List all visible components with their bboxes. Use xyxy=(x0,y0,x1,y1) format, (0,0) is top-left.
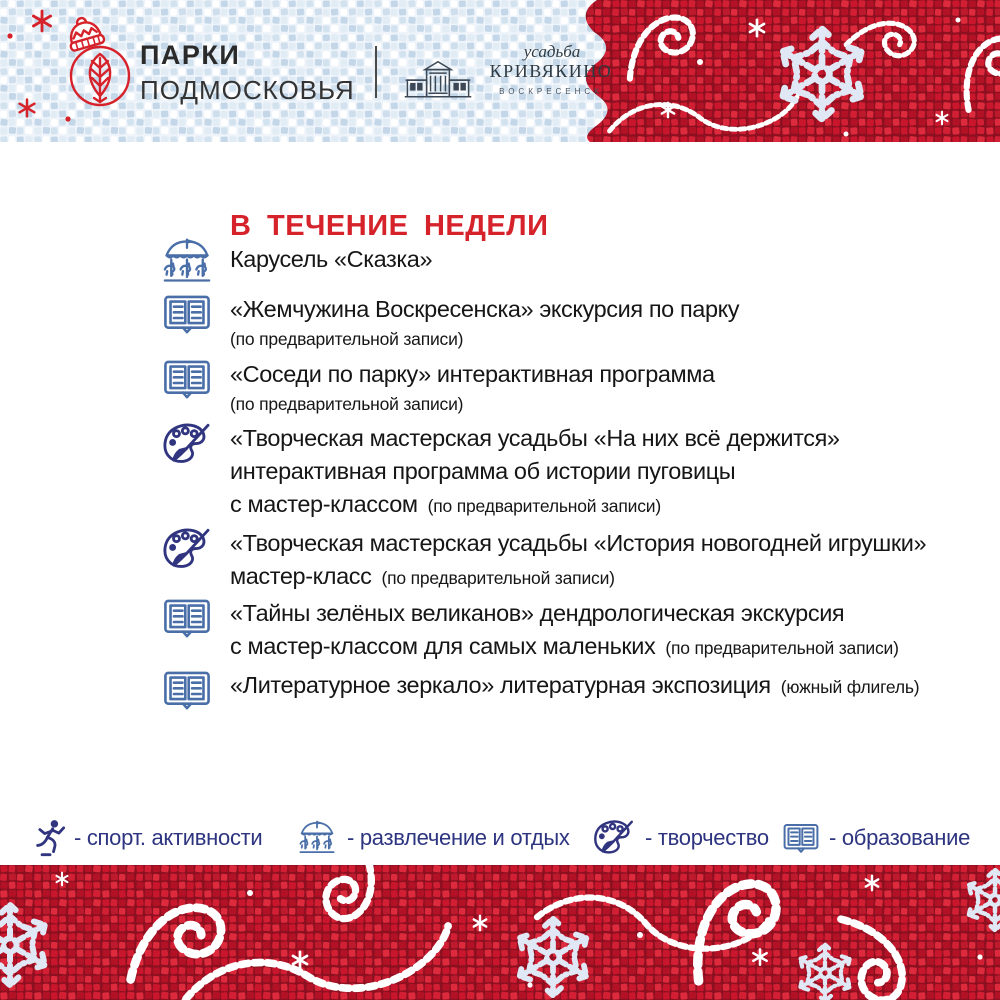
event-title: мастер-класс xyxy=(230,563,372,589)
estate-script-label: усадьба xyxy=(523,42,581,61)
event-row xyxy=(158,358,715,419)
event-title: «Творческая мастерская усадьбы «История новогодней игрушки» xyxy=(230,530,927,556)
event-text xyxy=(230,527,926,593)
event-line xyxy=(230,422,840,455)
event-line xyxy=(230,391,715,419)
footer-band xyxy=(0,865,1000,1000)
event-note: (южный флигель) xyxy=(780,677,920,697)
legend-item-carousel xyxy=(296,814,570,862)
event-line xyxy=(230,358,715,391)
book-icon xyxy=(158,358,216,401)
event-title: «Литературное зеркало» литературная экспозиция xyxy=(230,672,771,698)
event-text xyxy=(230,243,432,276)
legend xyxy=(0,814,1000,862)
header-band xyxy=(0,0,1000,142)
runner-icon xyxy=(35,819,65,856)
event-line xyxy=(230,597,899,630)
event-note: (по предварительной записи) xyxy=(230,329,464,349)
event-line xyxy=(230,326,739,354)
book-icon xyxy=(158,293,216,336)
logo-divider xyxy=(375,46,377,98)
palette-icon xyxy=(158,527,216,571)
event-row xyxy=(158,597,899,663)
event-row xyxy=(158,293,739,354)
legend-label: - спорт. активности xyxy=(74,825,263,850)
estate-city-label: ВОСКРЕСЕНСК xyxy=(499,87,603,96)
event-line xyxy=(230,560,926,593)
event-row xyxy=(158,669,919,712)
estate-building-icon xyxy=(403,58,473,104)
brand-parki: ПАРКИ xyxy=(140,40,241,70)
book-icon xyxy=(158,669,216,712)
legend-label: - развлечение и отдых xyxy=(347,825,570,850)
event-text xyxy=(230,597,899,663)
parki-podmoskovya-logo xyxy=(56,16,140,112)
legend-item-runner xyxy=(35,814,262,862)
palette-icon xyxy=(158,422,216,466)
event-title: с мастер-классом xyxy=(230,491,418,517)
brand-podmoskovya: ПОДМОСКОВЬЯ xyxy=(140,75,355,105)
event-title: интерактивная программа об истории пуговицы xyxy=(230,458,736,484)
event-line xyxy=(230,527,926,560)
palette-icon xyxy=(592,819,636,856)
carousel-icon xyxy=(296,818,338,858)
event-title: «Жемчужина Воскресенска» экскурсия по парку xyxy=(230,296,740,322)
event-title: «Тайны зелёных великанов» дендрологическая экскурсия xyxy=(230,600,845,626)
event-row xyxy=(158,243,432,289)
event-text xyxy=(230,293,739,354)
book-icon xyxy=(158,597,216,640)
brand-text xyxy=(140,40,355,106)
legend-item-palette xyxy=(592,814,769,862)
event-line xyxy=(230,243,432,276)
event-line xyxy=(230,630,899,663)
estate-name-label: КРИВЯКИНО xyxy=(489,61,613,81)
event-title: «Соседи по парку» интерактивная программа xyxy=(230,361,715,387)
footer-mosaic-background xyxy=(0,865,1000,1000)
event-text xyxy=(230,358,715,419)
event-title: «Творческая мастерская усадьбы «На них всё держится» xyxy=(230,425,840,451)
event-note: (по предварительной записи) xyxy=(381,568,615,588)
event-line xyxy=(230,669,919,702)
event-title: Карусель «Сказка» xyxy=(230,246,433,272)
page-title: В ТЕЧЕНИЕ НЕДЕЛИ xyxy=(230,210,549,242)
legend-item-book xyxy=(782,814,970,862)
book-icon xyxy=(782,822,820,855)
event-row xyxy=(158,527,926,593)
event-note: (по предварительной записи) xyxy=(230,394,464,414)
event-line xyxy=(230,293,739,326)
event-row xyxy=(158,422,840,521)
event-line xyxy=(230,488,840,521)
event-line xyxy=(230,455,840,488)
legend-label: - творчество xyxy=(645,825,769,850)
legend-label: - образование xyxy=(829,825,971,850)
event-title: с мастер-классом для самых маленьких xyxy=(230,633,656,659)
event-note: (по предварительной записи) xyxy=(427,496,661,516)
event-note: (по предварительной записи) xyxy=(665,638,899,658)
event-text xyxy=(230,422,840,521)
carousel-icon xyxy=(158,235,216,289)
event-text xyxy=(230,669,919,702)
